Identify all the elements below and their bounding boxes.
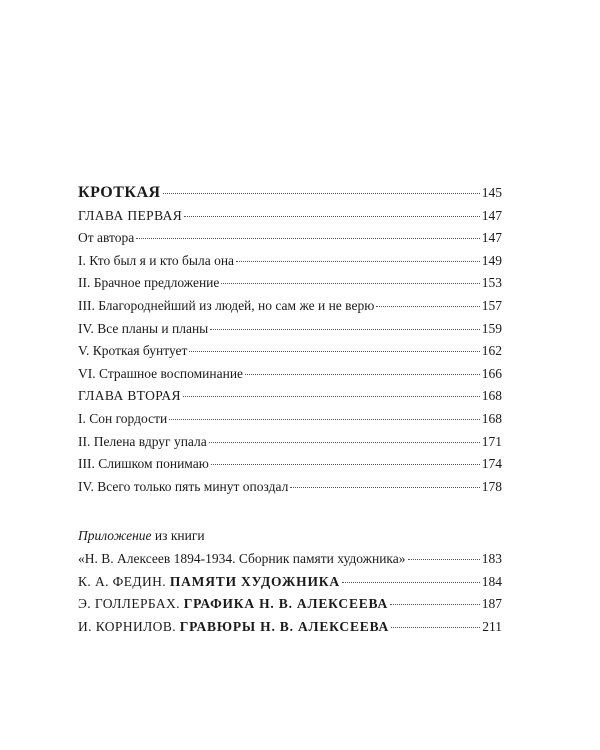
toc-entry <box>78 408 502 431</box>
dot-leader <box>221 283 479 284</box>
appendix-entry-title: ПАМЯТИ ХУДОЖНИКА <box>169 573 340 589</box>
dot-leader <box>390 604 480 605</box>
appendix-page-number: 187 <box>481 596 502 612</box>
toc-entry-text: II. Пелена вдруг упала <box>78 433 207 449</box>
toc-page-number: 147 <box>481 207 502 223</box>
appendix-entry-author: К. А. ФЕДИН. <box>78 573 170 589</box>
toc-page-number: 168 <box>481 388 502 404</box>
toc-page-number: 174 <box>481 456 502 472</box>
toc-entry-text: VI. Страшное воспоминание <box>78 365 244 381</box>
dot-leader <box>136 238 479 239</box>
dot-leader <box>376 306 479 307</box>
appendix-entry-title: ГРАФИКА Н. В. АЛЕКСЕЕВА <box>183 596 389 612</box>
toc-entry <box>78 431 502 454</box>
toc-entry-text: От автора <box>78 230 135 246</box>
dot-leader <box>184 216 480 217</box>
toc-entry-text: III. Слишком понимаю <box>78 456 209 472</box>
toc-page-number: 147 <box>481 230 502 246</box>
appendix-heading-italic: Приложение <box>78 528 152 544</box>
table-of-contents <box>78 182 502 638</box>
dot-leader <box>342 582 480 583</box>
appendix-heading <box>78 525 502 548</box>
toc-page-number: 178 <box>481 478 502 494</box>
toc-entry-text: IV. Всего только пять минут опоздал <box>78 478 289 494</box>
toc-entry-text: IV. Все планы и планы <box>78 320 209 336</box>
appendix-page-number: 183 <box>481 550 502 566</box>
toc-entry-text: II. Брачное предложение <box>78 275 220 291</box>
dot-leader <box>209 442 480 443</box>
toc-entry <box>78 476 502 499</box>
toc-entry <box>78 453 502 476</box>
appendix-page-number: 211 <box>482 618 502 634</box>
toc-entry <box>78 227 502 250</box>
dot-leader <box>210 329 479 330</box>
appendix-entry <box>78 616 502 639</box>
toc-entry-chapter-heading <box>78 205 502 228</box>
toc-entry-title <box>78 182 502 205</box>
appendix-heading-rest: из книги <box>151 528 205 544</box>
dot-leader <box>408 559 480 560</box>
dot-leader <box>290 487 479 488</box>
appendix-entry <box>78 571 502 594</box>
toc-page-number: 149 <box>481 252 502 268</box>
toc-page-number: 159 <box>481 320 502 336</box>
toc-entry <box>78 250 502 273</box>
toc-page-number: 157 <box>481 297 502 313</box>
appendix-entry-author: И. КОРНИЛОВ. <box>78 618 180 634</box>
dot-leader <box>189 351 479 352</box>
appendix-entry-title: «Н. В. Алексеев 1894-1934. Сборник памяти художника» <box>78 550 406 566</box>
toc-entry <box>78 272 502 295</box>
dot-leader <box>391 627 480 628</box>
appendix-entry <box>78 548 502 571</box>
toc-page-number: 153 <box>481 275 502 291</box>
appendix-section <box>78 525 502 638</box>
dot-leader <box>236 261 480 262</box>
toc-entry-text: I. Сон гордости <box>78 410 168 426</box>
dot-leader <box>169 419 480 420</box>
toc-page-number: 145 <box>481 185 502 200</box>
toc-entry <box>78 340 502 363</box>
toc-entry-text: I. Кто был я и кто была она <box>78 252 235 268</box>
toc-entry-text: КРОТКАЯ <box>78 184 161 201</box>
dot-leader <box>163 193 480 194</box>
appendix-entry-title: ГРАВЮРЫ Н. В. АЛЕКСЕЕВА <box>179 618 390 634</box>
toc-page-number: 166 <box>481 365 502 381</box>
toc-entry-text: III. Благороднейший из людей, но сам же и не верю <box>78 297 375 313</box>
dot-leader <box>245 374 480 375</box>
appendix-entry <box>78 593 502 616</box>
toc-entry-text: ГЛАВА ПЕРВАЯ <box>78 207 183 223</box>
toc-entry-text: V. Кроткая бунтует <box>78 343 188 359</box>
toc-entry <box>78 295 502 318</box>
toc-page-number: 168 <box>481 410 502 426</box>
toc-entry-text: ГЛАВА ВТОРАЯ <box>78 388 181 404</box>
toc-page-number: 162 <box>481 343 502 359</box>
dot-leader <box>183 396 480 397</box>
dot-leader <box>211 464 480 465</box>
toc-page-number: 171 <box>481 433 502 449</box>
toc-entry-chapter-heading <box>78 385 502 408</box>
appendix-entry-author: Э. ГОЛЛЕРБАХ. <box>78 596 184 612</box>
toc-entry <box>78 318 502 341</box>
toc-entry <box>78 363 502 386</box>
appendix-page-number: 184 <box>481 573 502 589</box>
